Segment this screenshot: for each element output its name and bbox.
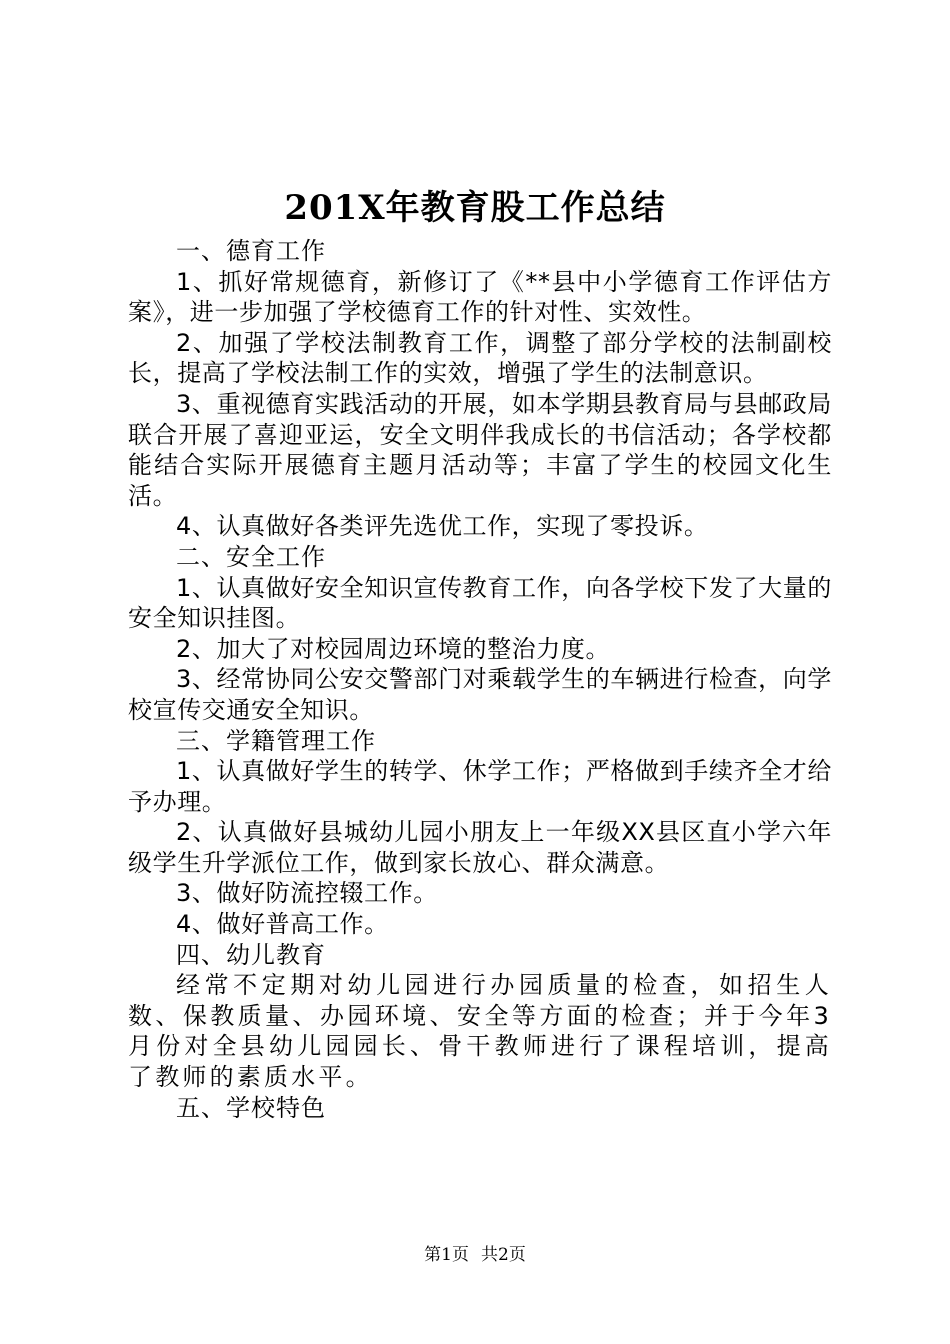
paragraph: 2、加强了学校法制教育工作，调整了部分学校的法制副校长，提高了学校法制工作的实效，增强了学生的法制意识。 <box>128 328 832 388</box>
paragraph: 1、认真做好安全知识宣传教育工作，向各学校下发了大量的安全知识挂图。 <box>128 573 832 633</box>
paragraph: 4、认真做好各类评先选优工作，实现了零投诉。 <box>176 512 709 541</box>
paragraph: 1、认真做好学生的转学、休学工作；严格做到手续齐全才给予办理。 <box>128 757 832 816</box>
paragraph: 3、经常协同公安交警部门对乘载学生的车辆进行检查，向学校宣传交通安全知识。 <box>128 665 832 724</box>
section-heading-safety: 二、安全工作 <box>176 542 326 571</box>
document-title: 201X年教育股工作总结 <box>284 188 666 228</box>
section-heading-preschool: 四、幼儿教育 <box>176 940 326 969</box>
page-number: 第1页 <box>424 1245 469 1265</box>
paragraph: 3、重视德育实践活动的开展，如本学期县教育局与县邮政局联合开展了喜迎亚运，安全文明伴我成长的书信活动；各学校都能结合实际开展德育主题月活动等；丰富了学生的校园文化生活。 <box>128 389 832 510</box>
paragraph: 4、做好普高工作。 <box>176 910 389 939</box>
page-footer <box>0 1244 950 1266</box>
document-body <box>128 236 832 1123</box>
paragraph: 2、加大了对校园周边环境的整治力度。 <box>176 634 611 663</box>
section-heading-enrollment: 三、学籍管理工作 <box>176 726 376 755</box>
page-count: 共2页 <box>481 1245 526 1265</box>
paragraph: 经常不定期对幼儿园进行办园质量的检查，如招生人数、保教质量、办园环境、安全等方面的检查；并于今年3月份对全县幼儿园园长、骨干教师进行了课程培训，提高了教师的素质水平。 <box>128 971 832 1092</box>
paragraph: 2、认真做好县城幼儿园小朋友上一年级XX县区直小学六年级学生升学派位工作，做到家长放心、群众满意。 <box>128 818 832 877</box>
paragraph: 1、抓好常规德育，新修订了《**县中小学德育工作评估方案》，进一步加强了学校德育工作的针对性、实效性。 <box>128 267 832 327</box>
paragraph: 3、做好防流控辍工作。 <box>176 879 438 908</box>
section-heading-school-features: 五、学校特色 <box>176 1093 326 1122</box>
section-heading-moral-education: 一、德育工作 <box>176 237 326 265</box>
